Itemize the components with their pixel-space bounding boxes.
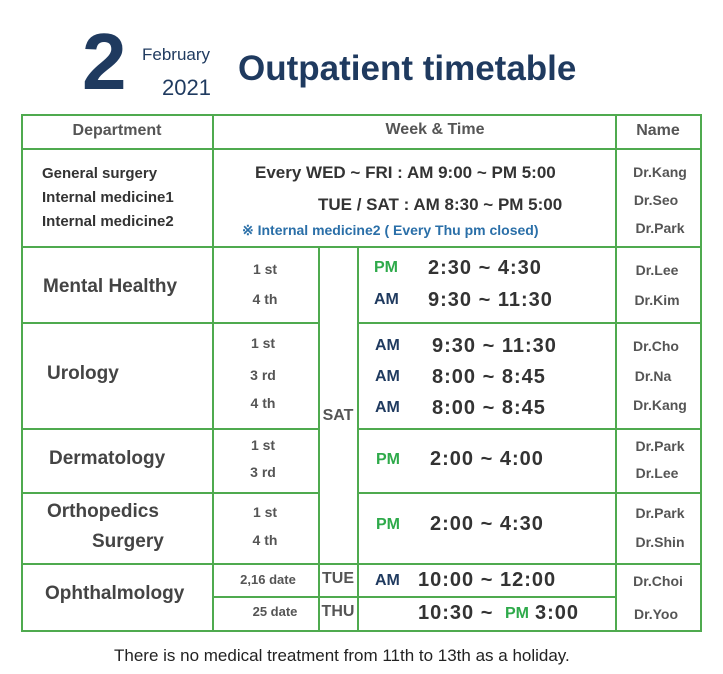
- week-label: 4 th: [250, 395, 276, 411]
- page-title: Outpatient timetable: [238, 49, 577, 88]
- dept-ophthalmology: Ophthalmology: [45, 583, 185, 604]
- week-label: 4 th: [252, 532, 278, 548]
- week-label: 3 rd: [250, 367, 276, 383]
- dept-internal-medicine1: Internal medicine1: [42, 189, 174, 206]
- dept-dermatology: Dermatology: [49, 448, 166, 469]
- dept-orthopedics: Orthopedics: [47, 501, 159, 522]
- doctor-name: Dr.Kang: [633, 164, 687, 180]
- doctor-name: Dr.Cho: [633, 338, 679, 354]
- time-range: 3:00: [535, 602, 580, 624]
- col-header-name: Name: [636, 122, 680, 139]
- day-label: TUE: [322, 570, 354, 587]
- date-day: 2: [82, 17, 127, 106]
- week-label: 3 rd: [250, 464, 276, 480]
- col-header-week-time: Week & Time: [385, 121, 485, 138]
- doctor-name: Dr.Kang: [633, 397, 687, 413]
- general-note: ※ Internal medicine2 ( Every Thu pm closed): [242, 222, 539, 238]
- ampm-label: PM: [376, 451, 400, 468]
- time-range: 10:30 ~: [418, 602, 494, 624]
- date-month: February: [142, 45, 211, 64]
- ampm-label: PM: [374, 259, 398, 276]
- date-year: 2021: [162, 75, 211, 100]
- date-label: 2,16 date: [240, 572, 296, 587]
- dept-orthopedics-surgery: Surgery: [92, 531, 164, 552]
- doctor-name: Dr.Na: [634, 368, 672, 384]
- ampm-label: PM: [505, 605, 529, 622]
- doctor-name: Dr.Kim: [634, 292, 680, 308]
- doctor-name: Dr.Yoo: [633, 606, 679, 622]
- time-range: 10:00 ~ 12:00: [418, 569, 557, 591]
- doctor-name: Dr.Lee: [635, 465, 679, 481]
- time-range: 8:00 ~ 8:45: [432, 397, 546, 419]
- dept-internal-medicine2: Internal medicine2: [42, 213, 174, 230]
- week-label: 1 st: [252, 504, 278, 520]
- date-label: 25 date: [252, 604, 298, 619]
- doctor-name: Dr.Lee: [635, 262, 679, 278]
- dept-urology: Urology: [47, 363, 119, 384]
- general-hours-line2: TUE / SAT : AM 8:30 ~ PM 5:00: [318, 195, 563, 214]
- doctor-name: Dr.Shin: [635, 534, 685, 550]
- week-label: 4 th: [252, 291, 278, 307]
- day-label: THU: [321, 603, 355, 620]
- time-range: 8:00 ~ 8:45: [432, 366, 546, 388]
- ampm-label: AM: [374, 291, 399, 308]
- doctor-name: Dr.Park: [635, 438, 685, 454]
- time-range: 2:00 ~ 4:30: [430, 513, 544, 535]
- ampm-label: AM: [375, 572, 400, 589]
- col-header-department: Department: [72, 122, 162, 139]
- doctor-name: Dr.Choi: [633, 573, 683, 589]
- ampm-label: AM: [375, 399, 400, 416]
- doctor-name: Dr.Park: [635, 505, 685, 521]
- dept-mental-healthy: Mental Healthy: [43, 276, 178, 297]
- sat-label: SAT: [322, 407, 354, 424]
- ampm-label: AM: [375, 337, 400, 354]
- time-range: 2:00 ~ 4:00: [430, 448, 544, 470]
- week-label: 1 st: [252, 261, 278, 277]
- ampm-label: AM: [375, 368, 400, 385]
- doctor-name: Dr.Seo: [633, 192, 679, 208]
- week-label: 1 st: [250, 437, 276, 453]
- holiday-notice: There is no medical treatment from 11th to 13th as a holiday.: [114, 646, 570, 665]
- time-range: 2:30 ~ 4:30: [428, 257, 542, 279]
- doctor-name: Dr.Park: [635, 220, 685, 236]
- time-range: 9:30 ~ 11:30: [428, 289, 553, 311]
- time-range: 9:30 ~ 11:30: [432, 335, 557, 357]
- general-hours-line1: Every WED ~ FRI : AM 9:00 ~ PM 5:00: [255, 163, 556, 182]
- ampm-label: PM: [376, 516, 400, 533]
- week-label: 1 st: [250, 335, 276, 351]
- dept-general-surgery: General surgery: [42, 165, 158, 182]
